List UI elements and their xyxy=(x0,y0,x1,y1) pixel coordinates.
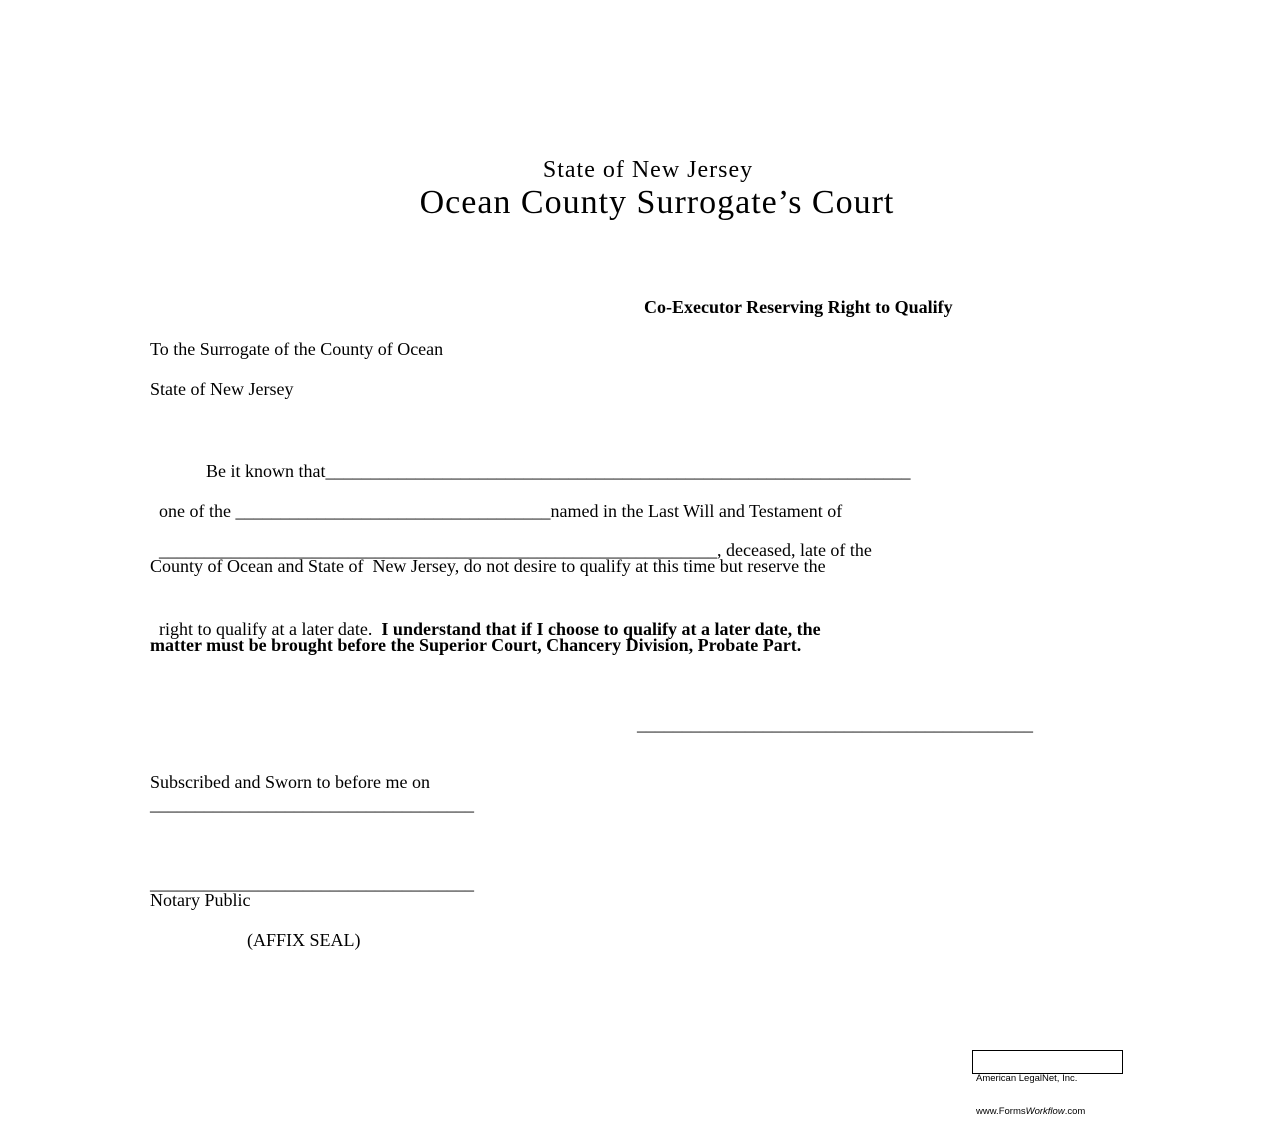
notary-public-label: Notary Public xyxy=(150,890,251,910)
publisher-footer xyxy=(972,1050,1123,1117)
address-line-1: To the Surrogate of the County of Ocean xyxy=(150,339,444,359)
one-of-the-text: one of the xyxy=(159,501,236,521)
be-it-known-text: Be it known that xyxy=(206,461,326,481)
decedent-blank[interactable]: ______________________________________________________________ xyxy=(159,540,717,560)
signature-line[interactable]: ____________________________________________ xyxy=(637,714,1033,734)
body-line-6: matter must be brought before the Superior Court, Chancery Division, Probate Part. xyxy=(150,635,802,655)
sworn-date-blank[interactable]: ____________________________________ xyxy=(150,794,474,814)
sworn-label: Subscribed and Sworn to before me on xyxy=(150,772,430,792)
publisher-url: www.FormsWorkflow.com xyxy=(976,1106,1086,1117)
role-blank[interactable]: ___________________________________ xyxy=(235,501,551,521)
state-title: State of New Jersey xyxy=(542,157,754,183)
reserve-right-text: right to qualify at a later date. xyxy=(159,619,382,639)
address-line-2: State of New Jersey xyxy=(150,379,294,399)
name-blank[interactable]: _________________________________________________________________ xyxy=(325,461,911,481)
notary-signature-blank[interactable]: ____________________________________ xyxy=(150,873,474,893)
body-line-4: County of Ocean and State of New Jersey, do not desire to qualify at this time but reserve the xyxy=(150,556,826,576)
affix-seal-label: (AFFIX SEAL) xyxy=(247,930,361,950)
understand-text: I understand that if I choose to qualify at a later date, the xyxy=(381,619,821,639)
deceased-text: , deceased, late of the xyxy=(717,540,872,560)
named-in-will-text: named in the Last Will and Testament of xyxy=(550,501,843,521)
court-title: Ocean County Surrogate’s Court xyxy=(419,184,895,221)
form-title: Co-Executor Reserving Right to Qualify xyxy=(644,297,953,317)
publisher-name: American LegalNet, Inc. xyxy=(976,1073,1078,1084)
